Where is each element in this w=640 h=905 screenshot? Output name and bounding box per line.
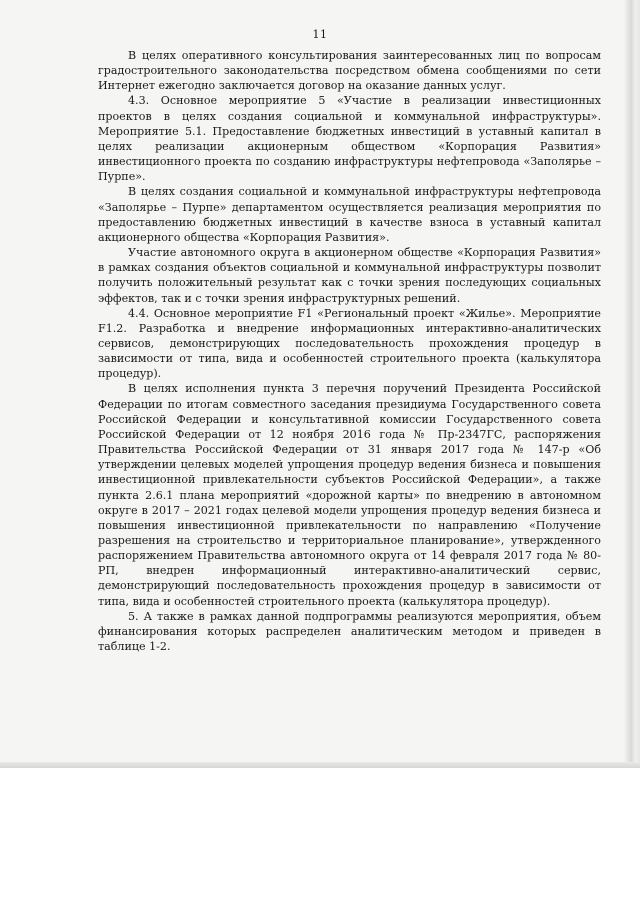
paragraph-infrastructure: В целях создания социальной и коммунальной инфраструктуры нефтепровода «Заполярье – Пурпе» департаментом осуществляется реализация мероприятия по предоставлению бюджетных инвестиций в качестве взноса в уставный капитал акционерного общества «Корпорация Развития». <box>98 185 601 244</box>
paragraph-participation: Участие автономного округа в акционерном обществе «Корпорация Развития» в рамках создания объектов социальной и коммунальной инфраструктуры позволит получить положительный результат как с точки зрения последующих социальных эффектов, так и с точки зрения инфраструктурных решений. <box>98 246 601 305</box>
paragraph-consulting: В целях оперативного консультирования заинтересованных лиц по вопросам градостроительного законодательства посредством обмена сообщениями по сети Интернет ежегодно заключается договор на оказание данных услуг. <box>98 49 601 93</box>
paragraph-presidential-order: В целях исполнения пункта 3 перечня поручений Президента Российской Федерации по итогам совместного заседания президиума Государственного совета Российской Федерации и консультативной комиссии Государственного совета Российской Федерации от 12 ноября 2016 года № Пр-2347ГС, распоряжения Правительства Российской Федерации от 31 января 2017 года № 147-р «Об утверждении целевых моделей упрощения процедур ведения бизнеса и повышения инвестиционной привлекательности субъектов Российской Федерации», а также пункта 2.6.1 плана мероприятий «дорожной карты» по внедрению в автономном округе в 2017 – 2021 годах целевой модели упрощения процедур ведения бизнеса и повышения инвестиционной привлекательности по направлению «Получение разрешения на строительство и территориальное планирование», утвержденного распоряжением Правительства автономного округа от 14 февраля 2017 года № 80-РП, внедрен информационный интерактивно-аналитический сервис, демонстрирующий последовательность прохождения процедур в зависимости от типа, вида и особенностей строительного проекта (калькулятора процедур). <box>98 382 601 608</box>
page-number: 11 <box>312 28 328 41</box>
paragraph-measure-5: 5. А также в рамках данной подпрограммы реализуются мероприятия, объем финансирования которых распределен аналитическим методом и приведен в таблице 1-2. <box>98 609 601 654</box>
document-body <box>98 48 601 654</box>
paragraph-measure-4-3: 4.3. Основное мероприятие 5 «Участие в реализации инвестиционных проектов в целях создания социальной и коммунальной инфраструктуры». Мероприятие 5.1. Предоставление бюджетных инвестиций в уставный капитал в целях реализации акционерным обществом «Корпорация Развития» инвестиционного проекта по созданию инфраструктуры нефтепровода «Заполярье – Пурпе». <box>98 94 601 184</box>
scan-edge-shadow <box>624 0 640 768</box>
scan-bottom-edge <box>0 762 640 768</box>
paragraph-measure-4-4: 4.4. Основное мероприятие F1 «Региональный проект «Жилье». Мероприятие F1.2. Разработка и внедрение информационных интерактивно-аналитических сервисов, демонстрирующих последовательность прохождения процедур в зависимости от типа, вида и особенностей строительного проекта (калькулятора процедур). <box>98 306 601 381</box>
